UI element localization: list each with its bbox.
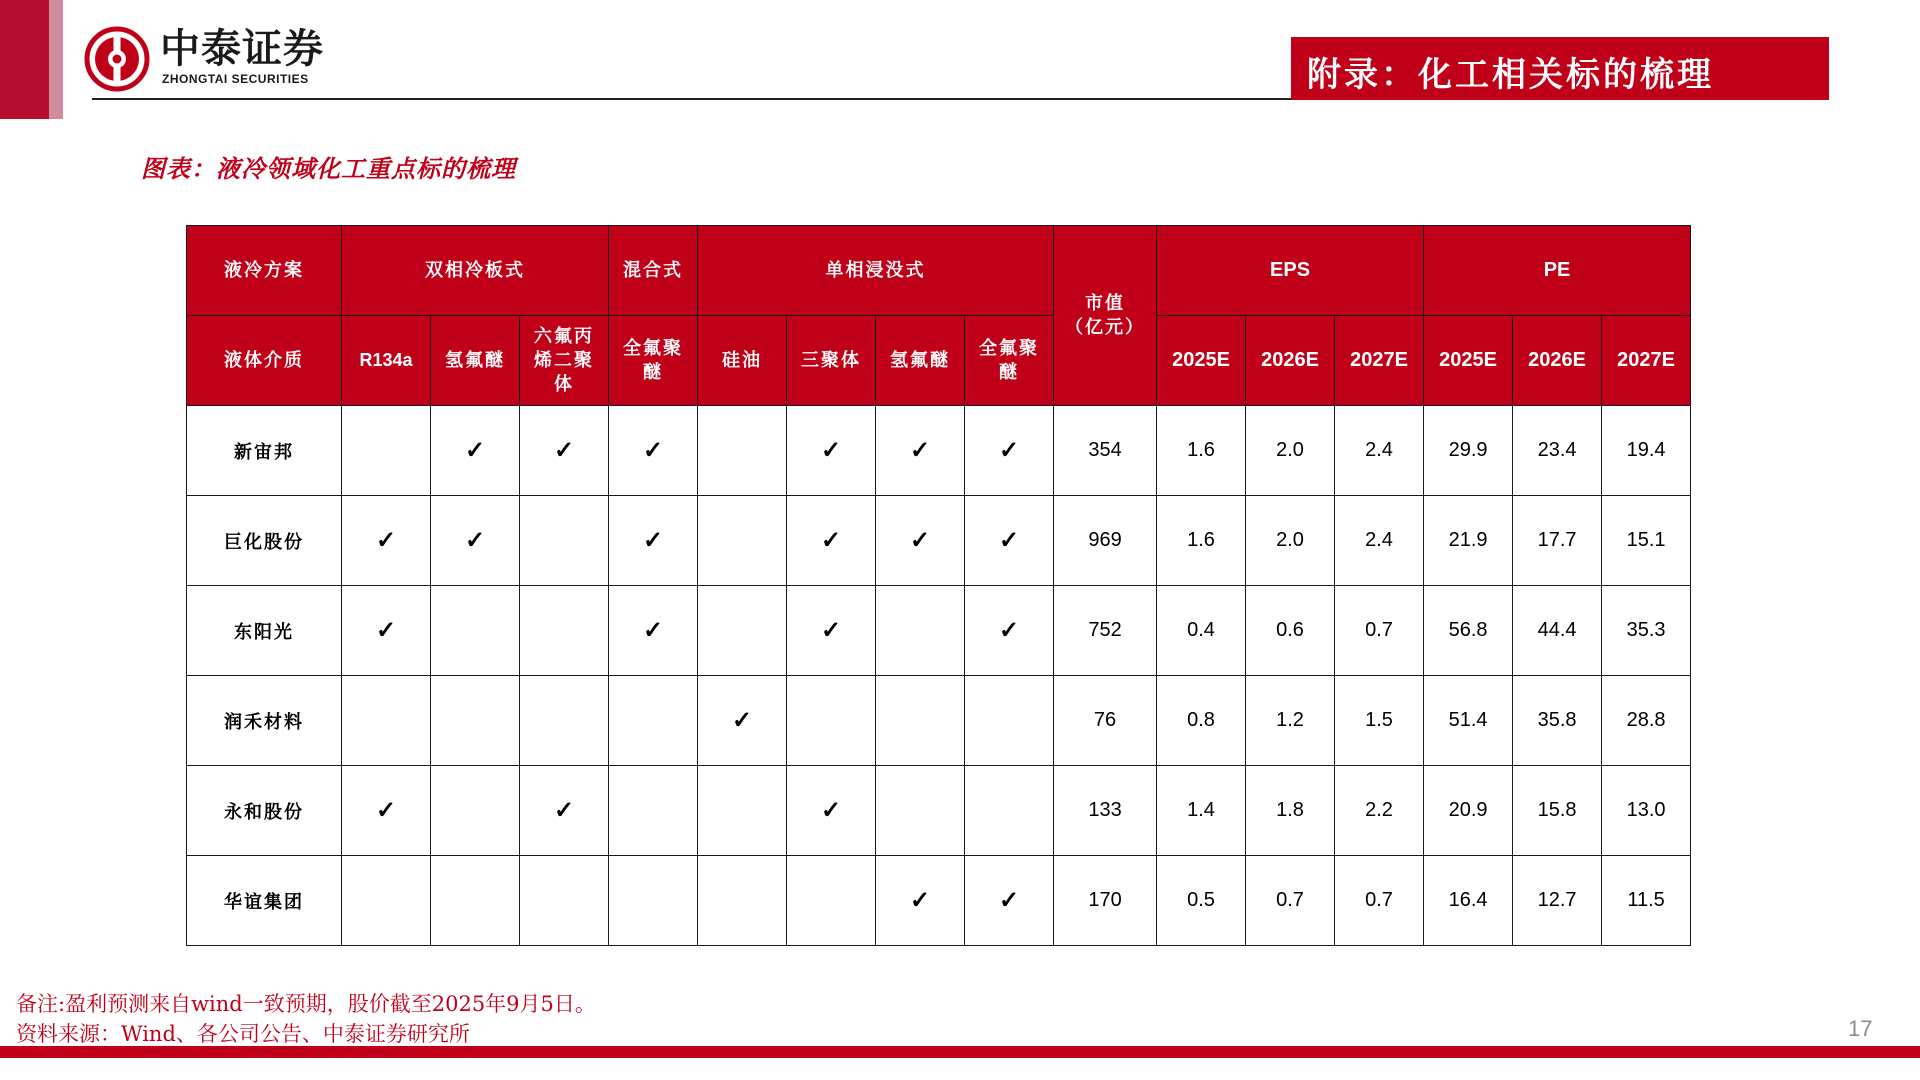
empty-cell <box>787 676 876 766</box>
eps-cell: 1.5 <box>1335 676 1424 766</box>
footer-bar <box>0 1046 1920 1058</box>
liquid-cooling-table <box>186 225 1691 946</box>
single-phase-immersion-header: 单相浸没式 <box>698 226 1054 316</box>
hybrid-header: 混合式 <box>609 226 698 316</box>
pe-year-header: 2025E <box>1424 316 1513 406</box>
source-note: 资料来源：Wind、各公司公告、中泰证券研究所 <box>16 1022 470 1046</box>
empty-cell <box>520 586 609 676</box>
empty-cell <box>698 856 787 946</box>
check-mark-icon: ✓ <box>698 676 787 766</box>
check-mark-icon: ✓ <box>609 586 698 676</box>
empty-cell <box>698 496 787 586</box>
eps-cell: 0.7 <box>1246 856 1335 946</box>
empty-cell <box>698 406 787 496</box>
eps-cell: 2.0 <box>1246 406 1335 496</box>
check-mark-icon: ✓ <box>520 406 609 496</box>
medium-header: 六氟丙烯二聚体 <box>520 316 609 406</box>
pe-cell: 28.8 <box>1602 676 1691 766</box>
company-name: 华谊集团 <box>187 856 342 946</box>
empty-cell <box>342 856 431 946</box>
medium-header: 全氟聚醚 <box>609 316 698 406</box>
eps-cell: 0.7 <box>1335 856 1424 946</box>
section-title-box <box>1291 37 1829 100</box>
pe-cell: 35.3 <box>1602 586 1691 676</box>
table-row <box>187 766 1691 856</box>
eps-cell: 2.4 <box>1335 496 1424 586</box>
market-cap-cell: 969 <box>1054 496 1157 586</box>
empty-cell <box>965 766 1054 856</box>
header-row-medium <box>187 316 1691 406</box>
market-cap-cell: 752 <box>1054 586 1157 676</box>
medium-header: 全氟聚醚 <box>965 316 1054 406</box>
empty-cell <box>876 766 965 856</box>
pe-cell: 16.4 <box>1424 856 1513 946</box>
empty-cell <box>609 676 698 766</box>
medium-header: 硅油 <box>698 316 787 406</box>
check-mark-icon: ✓ <box>787 496 876 586</box>
check-mark-icon: ✓ <box>609 406 698 496</box>
table-row <box>187 406 1691 496</box>
check-mark-icon: ✓ <box>876 856 965 946</box>
empty-cell <box>431 856 520 946</box>
market-cap-cell: 76 <box>1054 676 1157 766</box>
check-mark-icon: ✓ <box>787 586 876 676</box>
empty-cell <box>431 766 520 856</box>
empty-cell <box>787 856 876 946</box>
eps-cell: 2.0 <box>1246 496 1335 586</box>
page-number: 17 <box>1848 1016 1873 1041</box>
pe-cell: 20.9 <box>1424 766 1513 856</box>
company-name: 润禾材料 <box>187 676 342 766</box>
pe-cell: 19.4 <box>1602 406 1691 496</box>
scheme-label: 液冷方案 <box>187 226 342 316</box>
eps-cell: 0.7 <box>1335 586 1424 676</box>
pe-cell: 15.8 <box>1513 766 1602 856</box>
table-row <box>187 676 1691 766</box>
zhongtai-logo-icon <box>84 26 150 92</box>
table-row <box>187 496 1691 586</box>
eps-cell: 1.6 <box>1157 406 1246 496</box>
eps-cell: 0.6 <box>1246 586 1335 676</box>
pe-cell: 21.9 <box>1424 496 1513 586</box>
pe-cell: 35.8 <box>1513 676 1602 766</box>
check-mark-icon: ✓ <box>520 766 609 856</box>
check-mark-icon: ✓ <box>787 766 876 856</box>
empty-cell <box>342 406 431 496</box>
pe-cell: 29.9 <box>1424 406 1513 496</box>
check-mark-icon: ✓ <box>876 406 965 496</box>
pe-cell: 15.1 <box>1602 496 1691 586</box>
medium-header: R134a <box>342 316 431 406</box>
eps-cell: 1.2 <box>1246 676 1335 766</box>
eps-cell: 2.4 <box>1335 406 1424 496</box>
check-mark-icon: ✓ <box>965 496 1054 586</box>
empty-cell <box>876 676 965 766</box>
pe-year-header: 2027E <box>1602 316 1691 406</box>
left-accent-bar <box>0 0 49 119</box>
check-mark-icon: ✓ <box>342 496 431 586</box>
table-body <box>187 406 1691 946</box>
empty-cell <box>965 676 1054 766</box>
empty-cell <box>698 586 787 676</box>
eps-year-header: 2025E <box>1157 316 1246 406</box>
pe-cell: 23.4 <box>1513 406 1602 496</box>
empty-cell <box>342 676 431 766</box>
market-cap-cell: 133 <box>1054 766 1157 856</box>
pe-cell: 56.8 <box>1424 586 1513 676</box>
empty-cell <box>609 856 698 946</box>
pe-year-header: 2026E <box>1513 316 1602 406</box>
section-title: 附录：化工相关标的梳理 <box>1307 55 1714 95</box>
check-mark-icon: ✓ <box>965 586 1054 676</box>
company-name: 巨化股份 <box>187 496 342 586</box>
pe-cell: 17.7 <box>1513 496 1602 586</box>
check-mark-icon: ✓ <box>342 766 431 856</box>
two-phase-plate-header: 双相冷板式 <box>342 226 609 316</box>
empty-cell <box>431 586 520 676</box>
table-row <box>187 856 1691 946</box>
pe-cell: 13.0 <box>1602 766 1691 856</box>
check-mark-icon: ✓ <box>965 856 1054 946</box>
market-cap-cell: 170 <box>1054 856 1157 946</box>
empty-cell <box>520 496 609 586</box>
eps-cell: 0.5 <box>1157 856 1246 946</box>
eps-cell: 1.8 <box>1246 766 1335 856</box>
market-cap-header: 市值 （亿元） <box>1054 226 1157 406</box>
pe-cell: 51.4 <box>1424 676 1513 766</box>
medium-label: 液体介质 <box>187 316 342 406</box>
check-mark-icon: ✓ <box>876 496 965 586</box>
medium-header: 氢氟醚 <box>876 316 965 406</box>
header-row-scheme <box>187 226 1691 316</box>
empty-cell <box>609 766 698 856</box>
check-mark-icon: ✓ <box>787 406 876 496</box>
company-name: 东阳光 <box>187 586 342 676</box>
left-accent-bar-light <box>49 0 63 119</box>
table-row <box>187 586 1691 676</box>
empty-cell <box>698 766 787 856</box>
pe-cell: 12.7 <box>1513 856 1602 946</box>
pe-cell: 44.4 <box>1513 586 1602 676</box>
check-mark-icon: ✓ <box>965 406 1054 496</box>
empty-cell <box>520 856 609 946</box>
check-mark-icon: ✓ <box>609 496 698 586</box>
empty-cell <box>876 586 965 676</box>
eps-cell: 2.2 <box>1335 766 1424 856</box>
medium-header: 氢氟醚 <box>431 316 520 406</box>
pe-cell: 11.5 <box>1602 856 1691 946</box>
chart-title: 图表：液冷领域化工重点标的梳理 <box>141 154 516 183</box>
brand-name-cn: 中泰证券 <box>160 26 324 72</box>
company-name: 新宙邦 <box>187 406 342 496</box>
check-mark-icon: ✓ <box>342 586 431 676</box>
eps-cell: 1.4 <box>1157 766 1246 856</box>
check-mark-icon: ✓ <box>431 496 520 586</box>
eps-cell: 0.8 <box>1157 676 1246 766</box>
brand-name-en: ZHONGTAI SECURITIES <box>162 72 309 86</box>
company-name: 永和股份 <box>187 766 342 856</box>
remark-note: 备注:盈利预测来自wind一致预期，股价截至2025年9月5日。 <box>16 992 596 1016</box>
eps-year-header: 2027E <box>1335 316 1424 406</box>
pe-header: PE <box>1424 226 1691 316</box>
eps-header: EPS <box>1157 226 1424 316</box>
eps-cell: 1.6 <box>1157 496 1246 586</box>
empty-cell <box>431 676 520 766</box>
check-mark-icon: ✓ <box>431 406 520 496</box>
market-cap-cell: 354 <box>1054 406 1157 496</box>
eps-cell: 0.4 <box>1157 586 1246 676</box>
eps-year-header: 2026E <box>1246 316 1335 406</box>
medium-header: 三聚体 <box>787 316 876 406</box>
empty-cell <box>520 676 609 766</box>
